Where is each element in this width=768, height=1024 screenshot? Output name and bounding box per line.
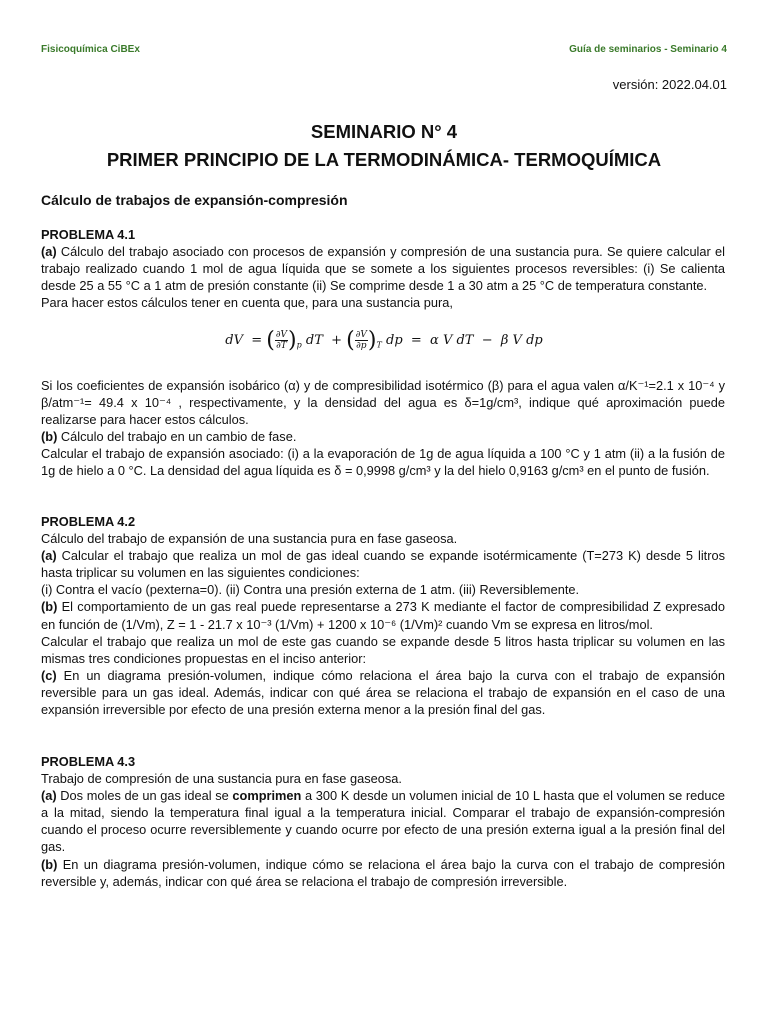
equation-intro: Para hacer estos cálculos tener en cuenta que, para una sustancia pura, [41, 295, 453, 311]
problem-part-b: (b) Cálculo del trabajo en un cambio de fase. [41, 429, 297, 445]
header-left: Fisicoquímica CiBEx [41, 44, 140, 55]
seminar-title: SEMINARIO N° 4 [310, 121, 458, 142]
version-label: versión: 2022.04.01 [612, 77, 727, 92]
problem-heading: PROBLEMA 4.3 [41, 754, 136, 769]
coefficients-text: Si los coeficientes de expansión isobárico (α) y de compresibilidad isotérmico (β) para el agua valen α/K⁻¹=2.1 x 10⁻⁴ y β/atm⁻¹= 49.4 x 10⁻⁴ , respectivamente, y la densidad del agua es δ=1g/cm³, indique qué aproximación puede realizarse para hacer estos cálculos. [41, 378, 725, 428]
section-heading: Cálculo de trabajos de expansión-compresión [41, 192, 348, 208]
problem-intro: Trabajo de compresión de una sustancia pura en fase gaseosa. [41, 771, 402, 787]
part-b-detail: Calcular el trabajo de expansión asociado: (i) a la evaporación de 1g de agua líquida a 100 °C y 1 atm (ii) a la fusión de 1g de hielo a 0 °C. La densidad del agua líquida es δ = 0,9998 g/cm³ y la del hielo 0,9163 g/cm³ en el punto de fusión. [41, 446, 725, 479]
problem-heading: PROBLEMA 4.1 [41, 227, 136, 242]
problem-part-a: (a) Calcular el trabajo que realiza un mol de gas ideal cuando se expande isotérmicamente (T=273 K) desde 5 litros hasta triplicar su volumen en las siguientes condiciones: [41, 548, 725, 581]
header-right: Guía de seminarios - Seminario 4 [569, 44, 727, 55]
problem-intro: Cálculo del trabajo de expansión de una sustancia pura en fase gaseosa. [41, 531, 458, 547]
part-b-detail: Calcular el trabajo que realiza un mol de este gas cuando se expande desde 5 litros hasta triplicar su volumen en las mismas tres condiciones propuestas en el inciso anterior: [41, 633, 725, 666]
problem-4-1 [41, 226, 725, 311]
equation: dV = ( $\frac{\partial V}{\partial T}$ )$_p$ dT + ( $\frac{\partial V}{\partial p}$ )$_T$ dp = α V dT − β V dp [225, 328, 543, 353]
problem-heading: PROBLEMA 4.2 [41, 514, 136, 529]
conditions: (i) Contra el vacío (pexterna=0). (ii) Contra una presión externa de 1 atm. (iii) Reversiblemente. [41, 582, 580, 598]
problem-part-a: (a) Cálculo del trabajo asociado con procesos de expansión y compresión de una sustancia pura. Se quiere calcular el trabajo realizado cuando 1 mol de agua líquida que se somete a los siguientes procesos reversibles: (i) Se calienta desde 25 a 55 °C a 1 atm de presión constante (ii) Se comprime desde 1 a 30 atm a 25 °C de temperatura constante. [41, 244, 725, 294]
problem-4-3 [41, 753, 725, 890]
problem-part-b: (b) En un diagrama presión-volumen, indique cómo se relaciona el área bajo la curva con el trabajo de compresión reversible y, además, indicar con qué área se relaciona el trabajo de compresión irreversible. [41, 856, 726, 889]
problem-part-c: (c) En un diagrama presión-volumen, indique cómo relaciona el área bajo la curva con el trabajo de expansión reversible para un gas ideal. Además, indicar con qué área se relaciona el trabajo de expansión en el caso de una expansión irreversible por efecto de una presión externa menor a la presión final del gas. [41, 667, 725, 718]
problem-part-a: (a) Dos moles de un gas ideal se comprimen a 300 K desde un volumen inicial de 10 L hasta que el volumen se reduce a la mitad, siendo la temperatura final igual a la temperatura inicial. Comparar el trabajo de expansión-compresión cuando el proceso ocurre reversiblemente y cuando ocurre por efecto de una presión externa igual a la presión final del gas. [41, 788, 725, 855]
problem-part-b: (b) El comportamiento de un gas real puede representarse a 273 K mediante el factor de compresibilidad Z expresado en función de (1/Vm), Z = 1 - 21.7 x 10⁻³ (1/Vm) + 1200 x 10⁻⁶ (1/Vm)² cuando Vm se expresa en litros/mol. [41, 599, 725, 632]
seminar-subtitle: PRIMER PRINCIPIO DE LA TERMODINÁMICA- TERMOQUÍMICA [106, 149, 662, 170]
problem-4-2 [41, 513, 725, 718]
problem-4-1-cont [41, 377, 725, 480]
